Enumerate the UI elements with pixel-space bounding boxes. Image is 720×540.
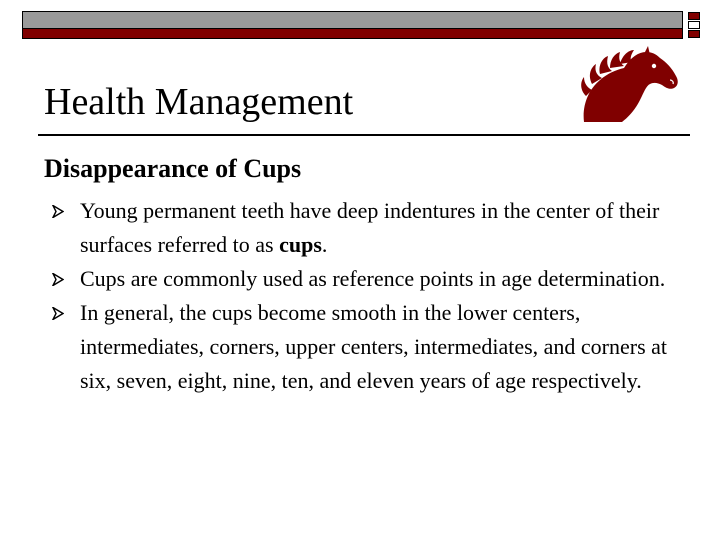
top-decorative-band: [22, 11, 683, 39]
bullet-list: [44, 194, 684, 398]
arrowhead-bullet-icon: [52, 296, 72, 330]
arrowhead-bullet-icon: [52, 262, 72, 296]
bullet-text: In general, the cups become smooth in the lower centers, intermediates, corners, upper centers, intermediates, and corners at six, seven, eight, nine, ten, and eleven years of age respectively.: [80, 300, 668, 393]
bullet-emphasis: cups: [279, 232, 322, 257]
bullet-item: [44, 296, 684, 398]
slide-title: Health Management: [44, 81, 354, 123]
top-band-accent-stripe: [23, 28, 682, 38]
bullet-text: Young permanent teeth have deep indentures in the center of their surfaces referred to as cups.: [80, 198, 660, 257]
title-divider: [38, 134, 690, 136]
arrowhead-bullet-icon: [52, 194, 72, 228]
bullet-item: [44, 194, 684, 262]
corner-square: [688, 12, 700, 20]
bullet-text: Cups are commonly used as reference points in age determination.: [80, 266, 666, 291]
bullet-item: [44, 262, 684, 296]
corner-square: [688, 30, 700, 38]
slide-subheading: Disappearance of Cups: [44, 154, 302, 183]
corner-square: [688, 21, 700, 29]
horse-head-icon: [578, 44, 682, 124]
